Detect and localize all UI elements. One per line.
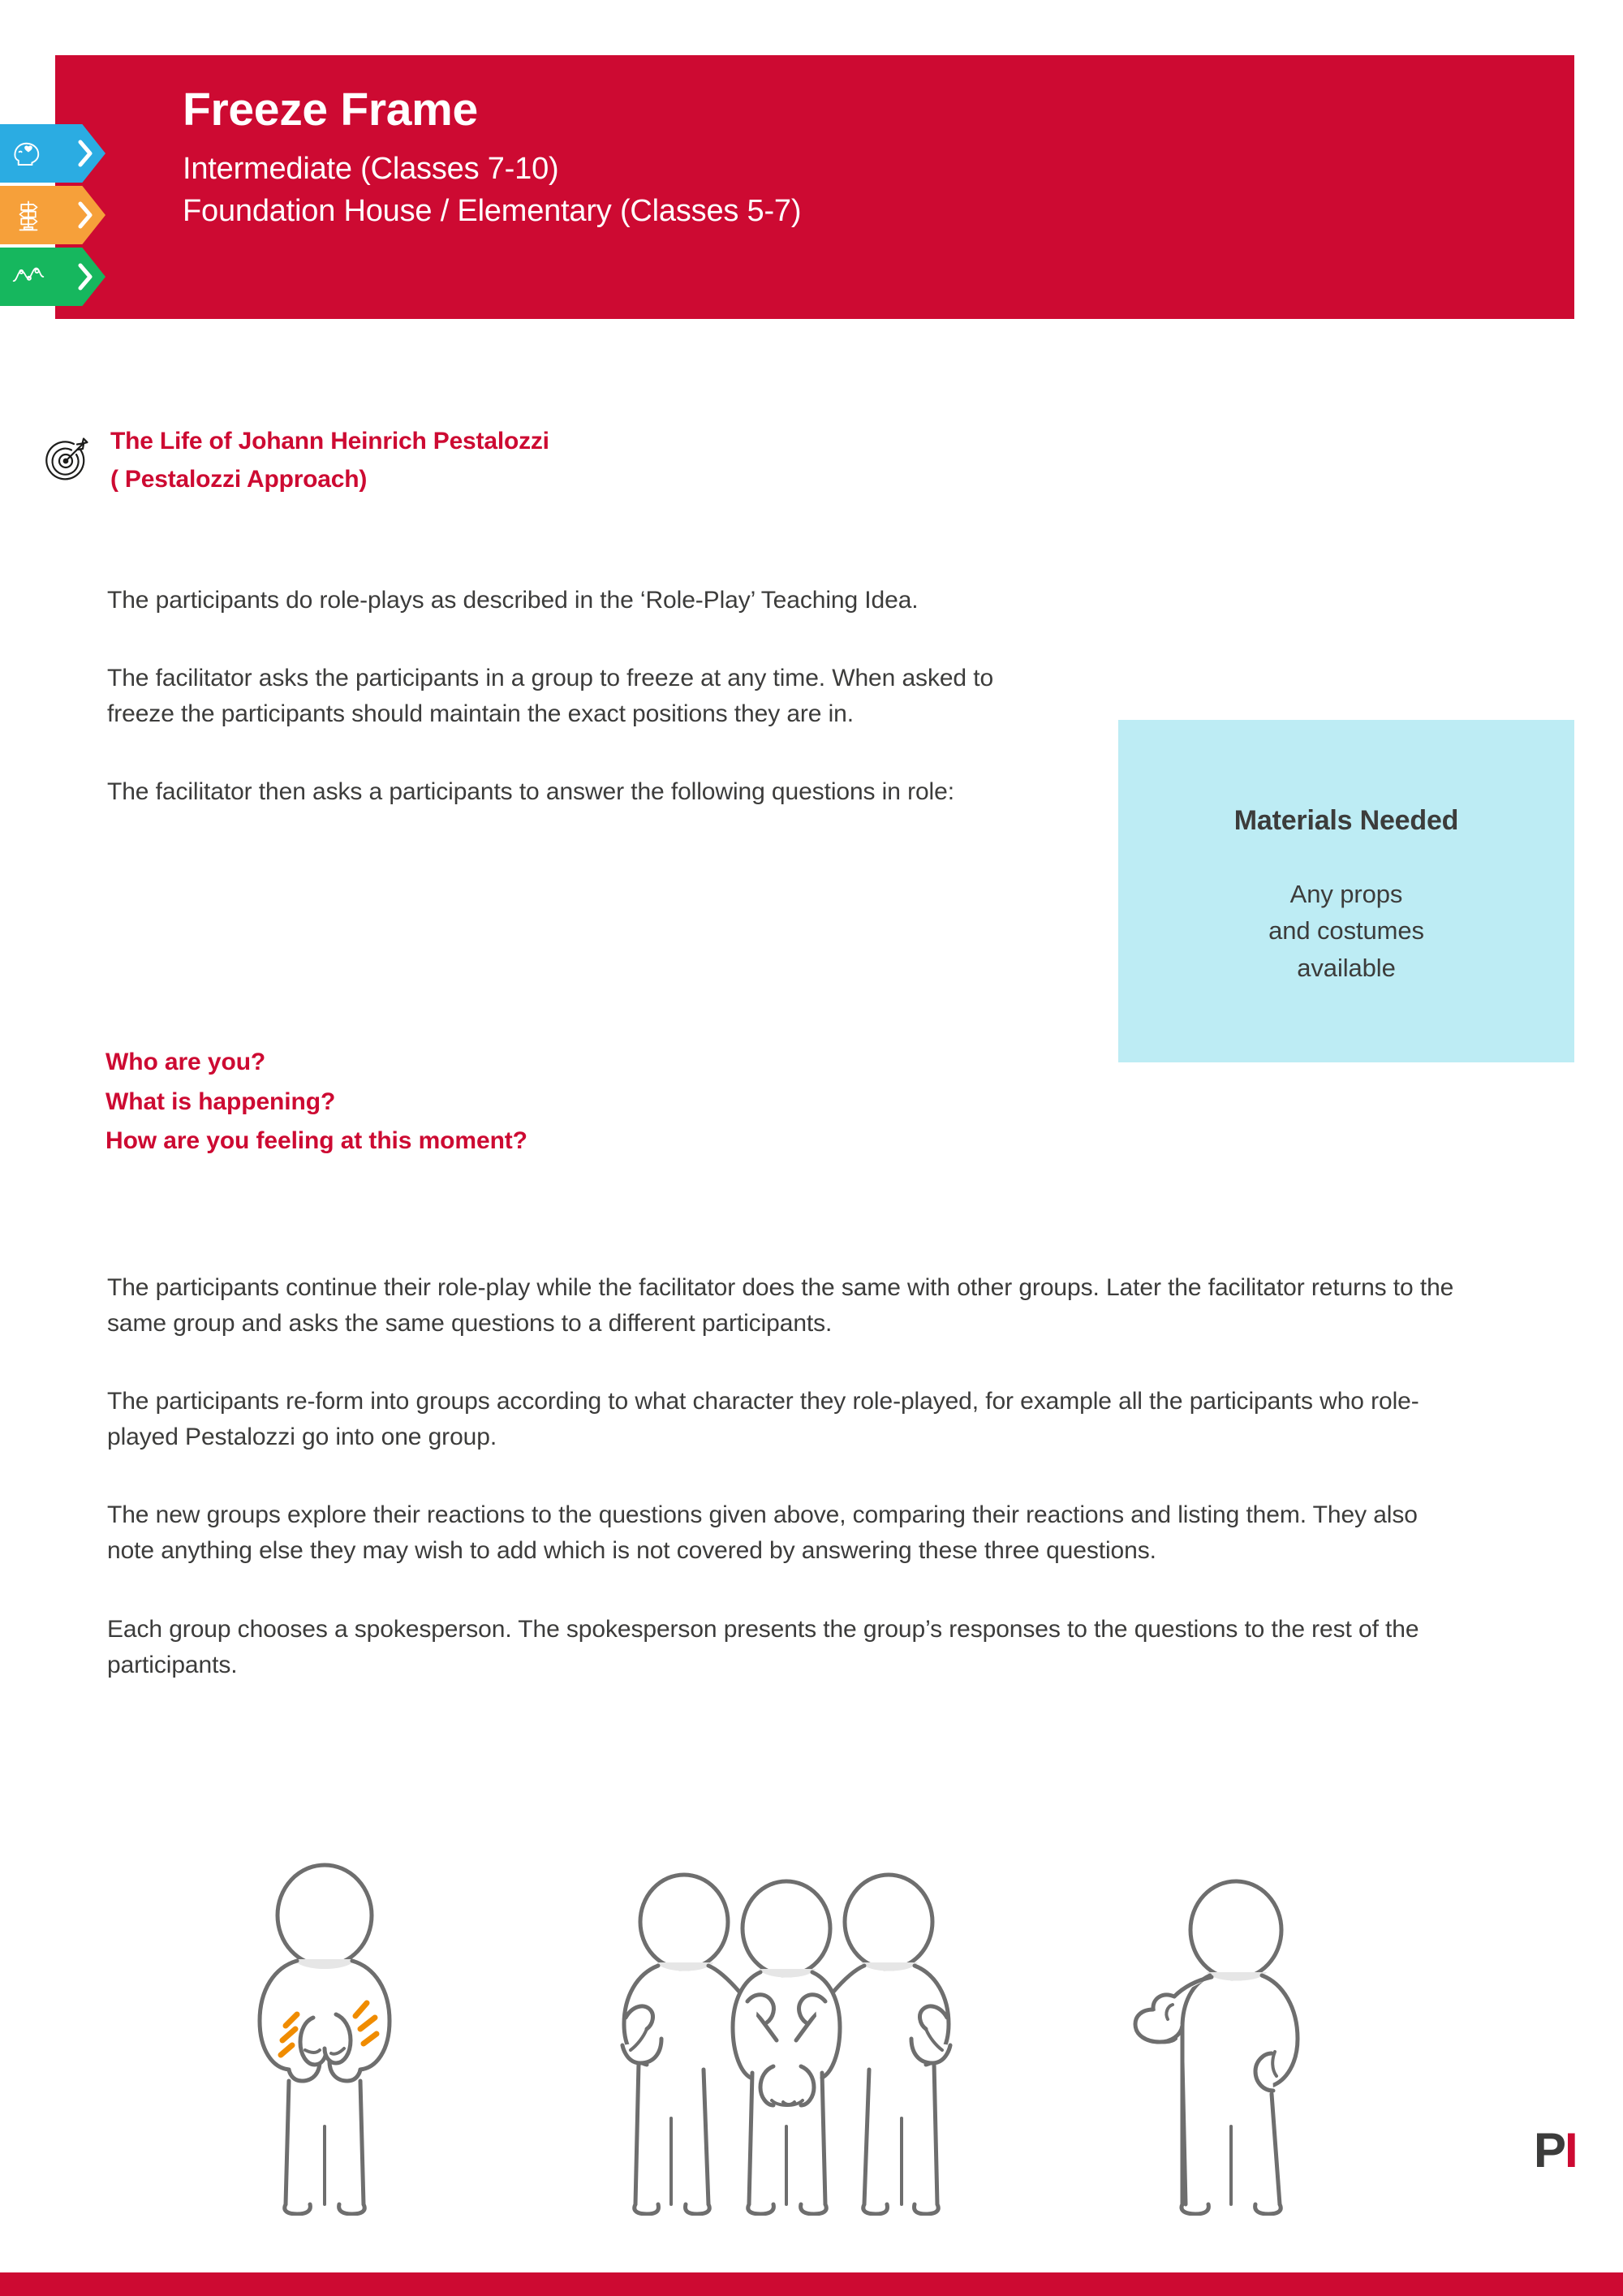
paragraph-upper-2: The facilitator asks the participants in a group to freeze at any time. When asked to freeze the participants should maintain the exact positions they are in.: [107, 665, 994, 728]
objective-line-2: ( Pestalozzi Approach): [110, 466, 368, 493]
role-questions-list: [105, 1043, 998, 1161]
header-subtitle-line-1: Intermediate (Classes 7-10): [183, 151, 559, 186]
category-tab-strip: [0, 124, 114, 311]
signpost-icon: [11, 198, 45, 232]
question-3: How are you feeling at this moment?: [105, 1127, 527, 1155]
figure-group-three-holding-hands: [613, 1859, 962, 2220]
paragraph-lower-4: Each group chooses a spokesperson. The spokesperson presents the group’s responses to the questions to the rest of the participants.: [107, 1615, 1419, 1678]
page-header: [0, 55, 1623, 319]
materials-title: Materials Needed: [1233, 805, 1459, 836]
logo-letter-p: P: [1534, 2122, 1565, 2178]
materials-line-2: and costumes: [1268, 916, 1424, 946]
tab-head-heart[interactable]: [0, 124, 105, 183]
chevron-right-icon: [78, 201, 94, 229]
paragraph-upper-3: The facilitator then asks a participants to answer the following questions in role:: [107, 778, 954, 806]
chevron-right-icon: [78, 140, 94, 167]
question-1: Who are you?: [105, 1049, 266, 1075]
wave-chart-icon: [11, 260, 45, 294]
pi-logo: [1534, 2122, 1591, 2178]
illustration-row: [0, 1859, 1623, 2232]
figure-hands-clasped-nervous: [235, 1859, 414, 2220]
question-2: What is happening?: [105, 1088, 336, 1115]
materials-needed-box: [1118, 720, 1574, 1062]
paragraph-lower-1: The participants continue their role-play while the facilitator does the same with other groups. Later the facilitator returns to the same group and asks the same questions to a different participants.: [107, 1274, 1454, 1338]
body-column-upper: [107, 583, 996, 852]
head-heart-icon: [11, 136, 45, 170]
paragraph-lower-2: The participants re-form into groups according to what character they role-played, for example all the participants who role-played Pestalozzi go into one group.: [107, 1388, 1419, 1451]
target-arrow-icon: [41, 433, 93, 485]
objective-heading: [41, 422, 852, 499]
page-title: Freeze Frame: [183, 84, 478, 136]
footer-bar: [0, 2272, 1623, 2296]
paragraph-lower-3: The new groups explore their reactions to the questions given above, comparing their reactions and listing them. They also note anything else they may wish to add which is not covered by answering these three questions.: [107, 1501, 1418, 1565]
header-text-block: [183, 86, 1400, 233]
figure-thumbs-up: [1132, 1859, 1311, 2220]
tab-wave-chart[interactable]: [0, 248, 105, 306]
objective-line-1: The Life of Johann Heinrich Pestalozzi: [110, 428, 549, 454]
tab-signpost[interactable]: [0, 186, 105, 244]
materials-line-1: Any props: [1289, 880, 1403, 908]
chevron-right-icon: [78, 263, 94, 291]
materials-line-3: available: [1297, 953, 1396, 982]
paragraph-upper-1: The participants do role-plays as described in the ‘Role-Play’ Teaching Idea.: [107, 587, 919, 614]
logo-letter-i: I: [1565, 2122, 1577, 2178]
header-subtitle-line-2: Foundation House / Elementary (Classes 5-7): [183, 194, 802, 229]
body-column-lower: [107, 1270, 1458, 1725]
